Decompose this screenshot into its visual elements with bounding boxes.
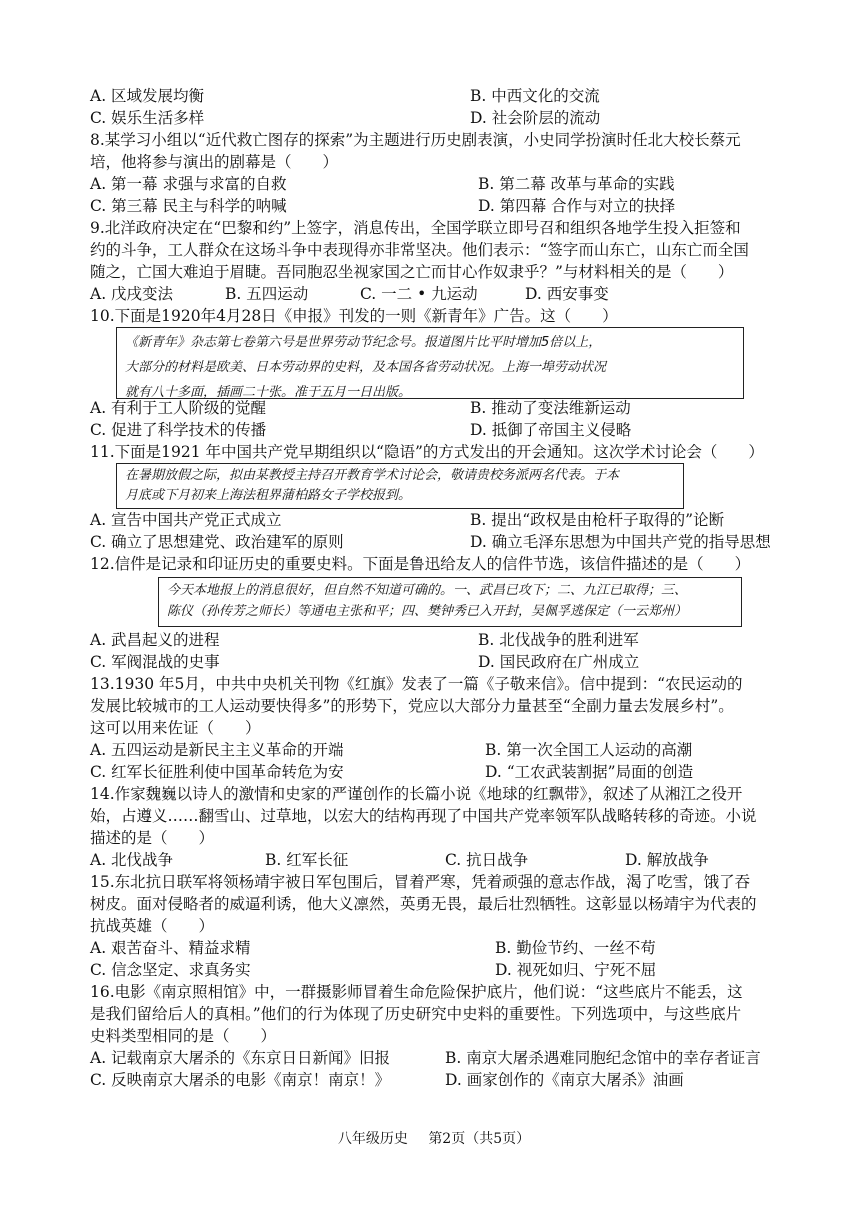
q9-option-b: B. 五四运动 xyxy=(225,285,309,303)
q16-option-a: A. 记载南京大屠杀的《东京日日新闻》旧报 xyxy=(90,1049,391,1067)
q14-option-d: D. 解放战争 xyxy=(625,851,709,869)
q9-option-d: D. 西安事变 xyxy=(525,285,609,303)
q12-stem: 12.信件是记录和印证历史的重要史料。下面是鲁迅给友人的信件节选，该信件描述的是（ ） xyxy=(90,555,751,573)
q15-stem-line: 15.东北抗日联军将领杨靖宇被日军包围后，冒着严寒，凭着顽强的意志作战，渴了吃雪，饿了吞 xyxy=(90,873,751,891)
q7-option-a: A. 区域发展均衡 xyxy=(90,87,205,105)
q13-stem-line: 13.1930 年5月，中共中央机关刊物《红旗》发表了一篇《子敬来信》。信中提到：“农民运动的 xyxy=(90,675,743,693)
q13-option-c: C. 红军长征胜利使中国革命转危为安 xyxy=(90,763,344,781)
q11-option-d: D. 确立毛泽东思想为中国共产党的指导思想 xyxy=(470,533,771,551)
q14-stem-line: 描述的是（ ） xyxy=(90,829,215,847)
q16-stem-line: 史料类型相同的是（ ） xyxy=(90,1027,277,1045)
q15-stem-line: 抗战英雄（ ） xyxy=(90,917,215,935)
q8-option-d: D. 第四幕 合作与对立的抉择 xyxy=(478,197,676,215)
q12-source-box xyxy=(158,577,742,627)
q7-option-d: D. 社会阶层的流动 xyxy=(470,109,601,127)
q12-option-c: C. 军阀混战的史事 xyxy=(90,653,220,671)
q11-source-line: 在暑期放假之际，拟由某教授主持召开教育学术讨论会，敬请贵校务派两名代表。于本 xyxy=(125,468,620,483)
q11-option-a: A. 宣告中国共产党正式成立 xyxy=(90,511,282,529)
q14-option-c: C. 抗日战争 xyxy=(445,851,529,869)
q11-option-b: B. 提出“政权是由枪杆子取得的”论断 xyxy=(470,511,725,529)
q13-option-a: A. 五四运动是新民主主义革命的开端 xyxy=(90,741,344,759)
q12-option-a: A. 武昌起义的进程 xyxy=(90,631,220,649)
q13-option-d: D. “工农武装割据”局面的创造 xyxy=(485,763,694,781)
q10-stem: 10.下面是1920年4月28日《申报》刊发的一则《新青年》广告。这（ ） xyxy=(90,307,618,325)
q14-option-b: B. 红军长征 xyxy=(265,851,349,869)
q8-stem-line: 8.某学习小组以“近代救亡图存的探索”为主题进行历史剧表演，小史同学扮演时任北大校长蔡元 xyxy=(90,131,741,149)
q11-source-line: 月底或下月初来上海法租界蒲柏路女子学校报到。 xyxy=(125,488,412,503)
q8-stem-line: 培，他将参与演出的剧幕是（ ） xyxy=(90,153,339,171)
q12-option-d: D. 国民政府在广州成立 xyxy=(478,653,640,671)
q10-source-line: 《新青年》杂志第七卷第六号是世界劳动节纪念号。报道图片比平时增加5倍以上， xyxy=(125,335,602,350)
footer-subject: 八年级历史 xyxy=(337,1131,408,1147)
q15-option-a: A. 艰苦奋斗、精益求精 xyxy=(90,939,251,957)
q8-option-c: C. 第三幕 民主与科学的呐喊 xyxy=(90,197,287,215)
q11-option-c: C. 确立了思想建党、政治建军的原则 xyxy=(90,533,344,551)
q7-option-c: C. 娱乐生活多样 xyxy=(90,109,205,127)
q9-stem-line: 9.北洋政府决定在“巴黎和约”上签字，消息传出，全国学联立即号召和组织各地学生投入拒签和 xyxy=(90,219,741,237)
q12-source-line: 今天本地报上的消息很好，但自然不知道可确的。一、武昌已攻下；二、九江已取得；三、 xyxy=(167,583,688,598)
q13-stem-line: 发展比较城市的工人运动要快得多”的形势下，党应以大部分力量甚至“全副力量去发展乡村”。 xyxy=(90,697,734,715)
q12-option-b: B. 北伐战争的胜利进军 xyxy=(478,631,639,649)
q16-stem-line: 是我们留给后人的真相。”他们的行为体现了历史研究中史料的重要性。下列选项中，与这些底片 xyxy=(90,1005,742,1023)
q11-source-box xyxy=(116,463,684,509)
q9-stem-line: 随之，亡国大难迫于眉睫。吾同胞忍坐视家国之亡而甘心作奴隶乎？”与材料相关的是（ ） xyxy=(90,263,734,281)
q16-option-c: C. 反映南京大屠杀的电影《南京！南京！》 xyxy=(90,1071,391,1089)
q9-stem-line: 约的斗争，工人群众在这场斗争中表现得亦非常坚决。他们表示：“签字而山东亡，山东亡而全国 xyxy=(90,241,749,259)
q13-option-b: B. 第一次全国工人运动的高潮 xyxy=(485,741,693,759)
footer-page-number: 第2页（共5页） xyxy=(428,1131,531,1147)
q10-source-line: 就有八十多面，插画二十张。准于五月一日出版。 xyxy=(125,385,412,400)
q13-stem-line: 这可以用来佐证（ ） xyxy=(90,719,261,737)
q8-option-b: B. 第二幕 改革与革命的实践 xyxy=(478,175,675,193)
page-footer xyxy=(0,1128,868,1148)
q14-option-a: A. 北伐战争 xyxy=(90,851,174,869)
q10-option-d: D. 抵御了帝国主义侵略 xyxy=(470,421,632,439)
q10-option-a: A. 有利于工人阶级的觉醒 xyxy=(90,399,267,417)
q10-source-line: 大部分的材料是欧美、日本劳动界的史料，及本国各省劳动状况。上海一埠劳动状况 xyxy=(125,360,607,375)
q15-option-c: C. 信念坚定、求真务实 xyxy=(90,961,251,979)
q7-option-b: B. 中西文化的交流 xyxy=(470,87,600,105)
q16-stem-line: 16.电影《南京照相馆》中，一群摄影师冒着生命危险保护底片，他们说：“这些底片不能丢，这 xyxy=(90,983,743,1001)
q10-option-c: C. 促进了科学技术的传播 xyxy=(90,421,267,439)
q15-option-d: D. 视死如归、宁死不屈 xyxy=(495,961,657,979)
q11-stem: 11.下面是1921 年中国共产党早期组织以“隐语”的方式发出的开会通知。这次学术讨论会（ ） xyxy=(90,443,764,461)
q16-option-d: D. 画家创作的《南京大屠杀》油画 xyxy=(445,1071,684,1089)
q9-option-c: C. 一二 • 九运动 xyxy=(360,285,478,303)
q10-option-b: B. 推动了变法维新运动 xyxy=(470,399,631,417)
q8-option-a: A. 第一幕 求强与求富的自救 xyxy=(90,175,287,193)
q14-stem-line: 14.作家魏巍以诗人的激情和史家的严谨创作的长篇小说《地球的红飘带》，叙述了从湘江之役开 xyxy=(90,785,743,803)
q9-option-a: A. 戊戌变法 xyxy=(90,285,174,303)
q12-source-line: 陈仪（孙传芳之师长）等通电主张和平；四、樊钟秀已入开封，吴佩孚逃保定（一云郑州） xyxy=(167,604,688,619)
q15-stem-line: 树皮。面对侵略者的威逼利诱，他大义凛然，英勇无畏，最后壮烈牺牲。这彰显以杨靖宇为代表的 xyxy=(90,895,757,913)
q14-stem-line: 始，占遵义……翻雪山、过草地，以宏大的结构再现了中国共产党率领军队战略转移的奇迹。小说 xyxy=(90,807,757,825)
q15-option-b: B. 勤俭节约、一丝不苟 xyxy=(495,939,656,957)
q10-source-box xyxy=(116,327,744,399)
q16-option-b: B. 南京大屠杀遇难同胞纪念馆中的幸存者证言 xyxy=(445,1049,761,1067)
